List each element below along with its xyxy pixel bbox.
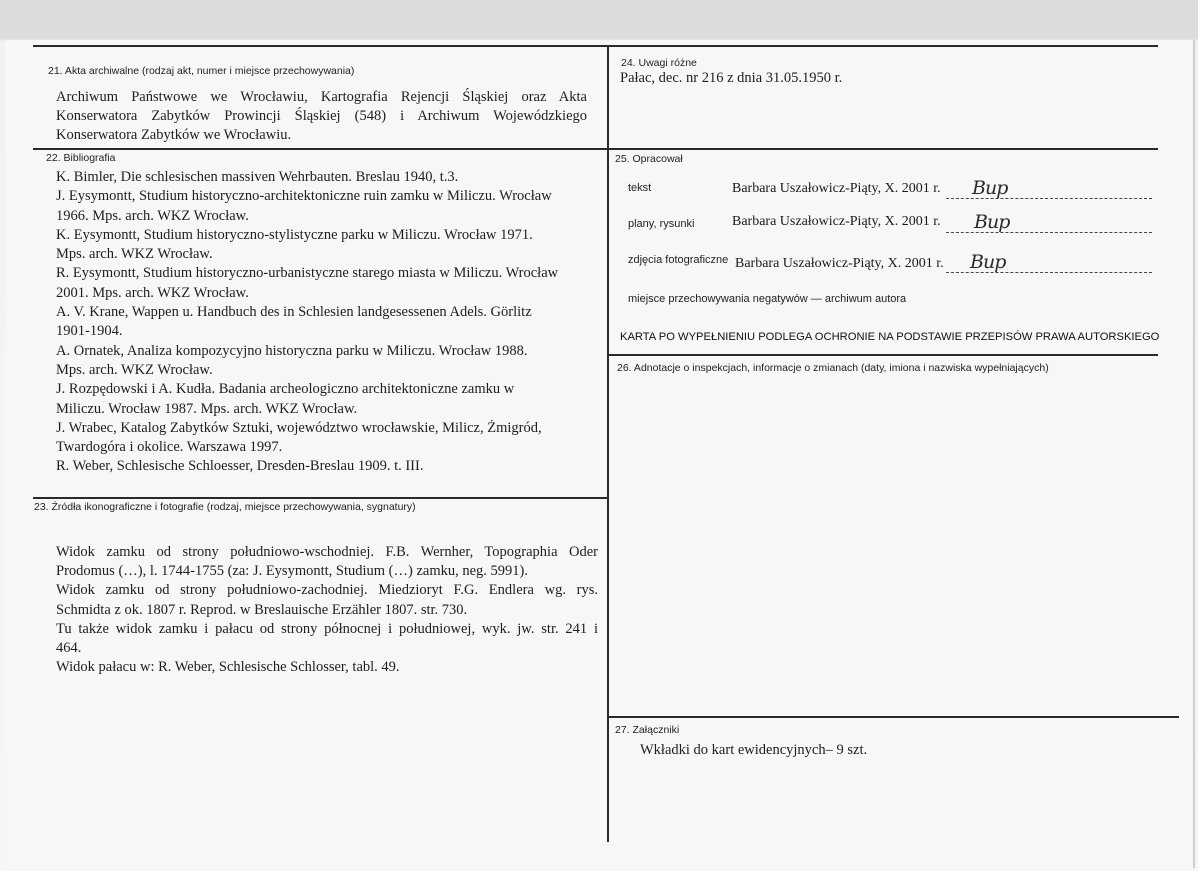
s23-line: Schmidta z ok. 1807 r. Reprod. w Breslauische Erzähler 1807. str. 730.	[56, 601, 468, 618]
bib-line: J. Eysymontt, Studium historyczno-architektoniczne ruin zamku w Miliczu. Wrocław	[56, 188, 552, 205]
row-plany-label: plany, rysunki	[628, 218, 695, 230]
bib-line: 1901-1904.	[56, 323, 123, 340]
s21-line-2: Konserwatora Zabytków Prowincji Śląskiej (548) i Archiwum Wojewódzkiego	[56, 108, 587, 125]
signature-tekst: Bup	[972, 177, 1008, 199]
rule-25-26	[608, 354, 1158, 356]
rule-24-25	[608, 148, 1158, 150]
rule-26-27	[608, 716, 1179, 718]
bib-line: R. Weber, Schlesische Schloesser, Dresden-Breslau 1909. t. III.	[56, 458, 424, 475]
signature-plany: Bup	[974, 211, 1010, 233]
bib-line: K. Bimler, Die schlesischen massiven Wehrbauten. Breslau 1940, t.3.	[56, 169, 459, 185]
s23-line: 464.	[56, 640, 82, 657]
section-21-label: 21. Akta archiwalne (rodzaj akt, numer i miejsce przechowywania)	[48, 65, 355, 77]
signature-zdjecia: Bup	[970, 251, 1006, 273]
bib-line: Mps. arch. WKZ Wrocław.	[56, 361, 213, 378]
section-27-text: Wkładki do kart ewidencyjnych– 9 szt.	[640, 742, 868, 758]
section-21-text	[56, 88, 587, 146]
bib-line: J. Rozpędowski i A. Kudła. Badania archeologiczno architektoniczne zamku w	[56, 381, 515, 398]
section-23-label: 23. Źródła ikonograficzne i fotografie (rodzaj, miejsce przechowywania, sygnatury)	[34, 501, 416, 513]
section-25-label: 25. Opracował	[615, 153, 683, 165]
section-24-label: 24. Uwagi różne	[621, 57, 697, 69]
negatives-location: miejsce przechowywania negatywów — archiwum autora	[628, 293, 907, 305]
s23-line: Widok zamku od strony południowo-zachodniej. Miedzioryt F.G. Endlera wg. rys.	[56, 582, 598, 599]
s23-line: Prodomus (…), l. 1744-1755 (za: J. Eysymontt, Studium (…) zamku, neg. 5991).	[56, 563, 529, 580]
section-23-text	[56, 543, 598, 677]
s23-line: Widok zamku od strony południowo-wschodniej. F.B. Wernher, Topographia Oder	[56, 544, 598, 560]
section-24-text: Pałac, dec. nr 216 z dnia 31.05.1950 r.	[620, 70, 843, 86]
section-26-label: 26. Adnotacje o inspekcjach, informacje o zmianach (daty, imiona i nazwiska wypełniających)	[617, 362, 1049, 374]
s21-line-3: Konserwatora Zabytków we Wrocławiu.	[56, 127, 292, 144]
section-27-label: 27. Załączniki	[615, 724, 680, 736]
bib-line: R. Eysymontt, Studium historyczno-urbanistyczne starego miasta w Miliczu. Wrocław	[56, 265, 559, 282]
bib-line: J. Wrabec, Katalog Zabytków Sztuki, województwo wrocławskie, Milicz, Żmigród,	[56, 419, 542, 436]
bib-line: Twardogóra i okolice. Warszawa 1997.	[56, 439, 283, 456]
row-tekst-value: Barbara Uszałowicz-Piąty, X. 2001 r.	[732, 181, 941, 196]
bib-line: A. V. Krane, Wappen u. Handbuch des in Schlesien landgesessenen Adels. Görlitz	[56, 304, 532, 321]
section-22-bibliography	[56, 168, 576, 477]
bib-line: 1966. Mps. arch. WKZ Wrocław.	[56, 207, 249, 224]
section-22-label: 22. Bibliografia	[46, 152, 116, 164]
bib-line: A. Ornatek, Analiza kompozycyjno historyczna parku w Miliczu. Wrocław 1988.	[56, 342, 528, 359]
s21-line-1: Archiwum Państwowe we Wrocławiu, Kartografia Rejencji Śląskiej oraz Akta	[56, 89, 587, 105]
row-tekst-label: tekst	[628, 182, 652, 194]
top-rule	[33, 45, 1158, 47]
row-zdjecia-value: Barbara Uszałowicz-Piąty, X. 2001 r.	[735, 256, 944, 271]
copyright-notice: KARTA PO WYPEŁNIENIU PODLEGA OCHRONIE NA PODSTAWIE PRZEPISÓW PRAWA AUTORSKIEGO	[620, 331, 1160, 343]
s23-line: Widok pałacu w: R. Weber, Schlesische Schlosser, tabl. 49.	[56, 659, 400, 676]
bib-line: K. Eysymontt, Studium historyczno-stylistyczne parku w Miliczu. Wrocław 1971.	[56, 226, 533, 243]
rule-21-22	[33, 148, 608, 150]
bib-line: 2001. Mps. arch. WKZ Wrocław.	[56, 284, 249, 301]
s23-line: Tu także widok zamku i pałacu od strony północnej i południowej, wyk. jw. str. 241 i	[56, 620, 598, 637]
center-divider	[607, 45, 609, 842]
bib-line: Miliczu. Wrocław 1987. Mps. arch. WKZ Wrocław.	[56, 400, 358, 417]
bib-line: Mps. arch. WKZ Wrocław.	[56, 246, 213, 263]
row-plany-value: Barbara Uszałowicz-Piąty, X. 2001 r.	[732, 214, 941, 229]
row-zdjecia-label: zdjęcia fotograficzne	[628, 254, 729, 266]
rule-22-23	[33, 497, 608, 499]
